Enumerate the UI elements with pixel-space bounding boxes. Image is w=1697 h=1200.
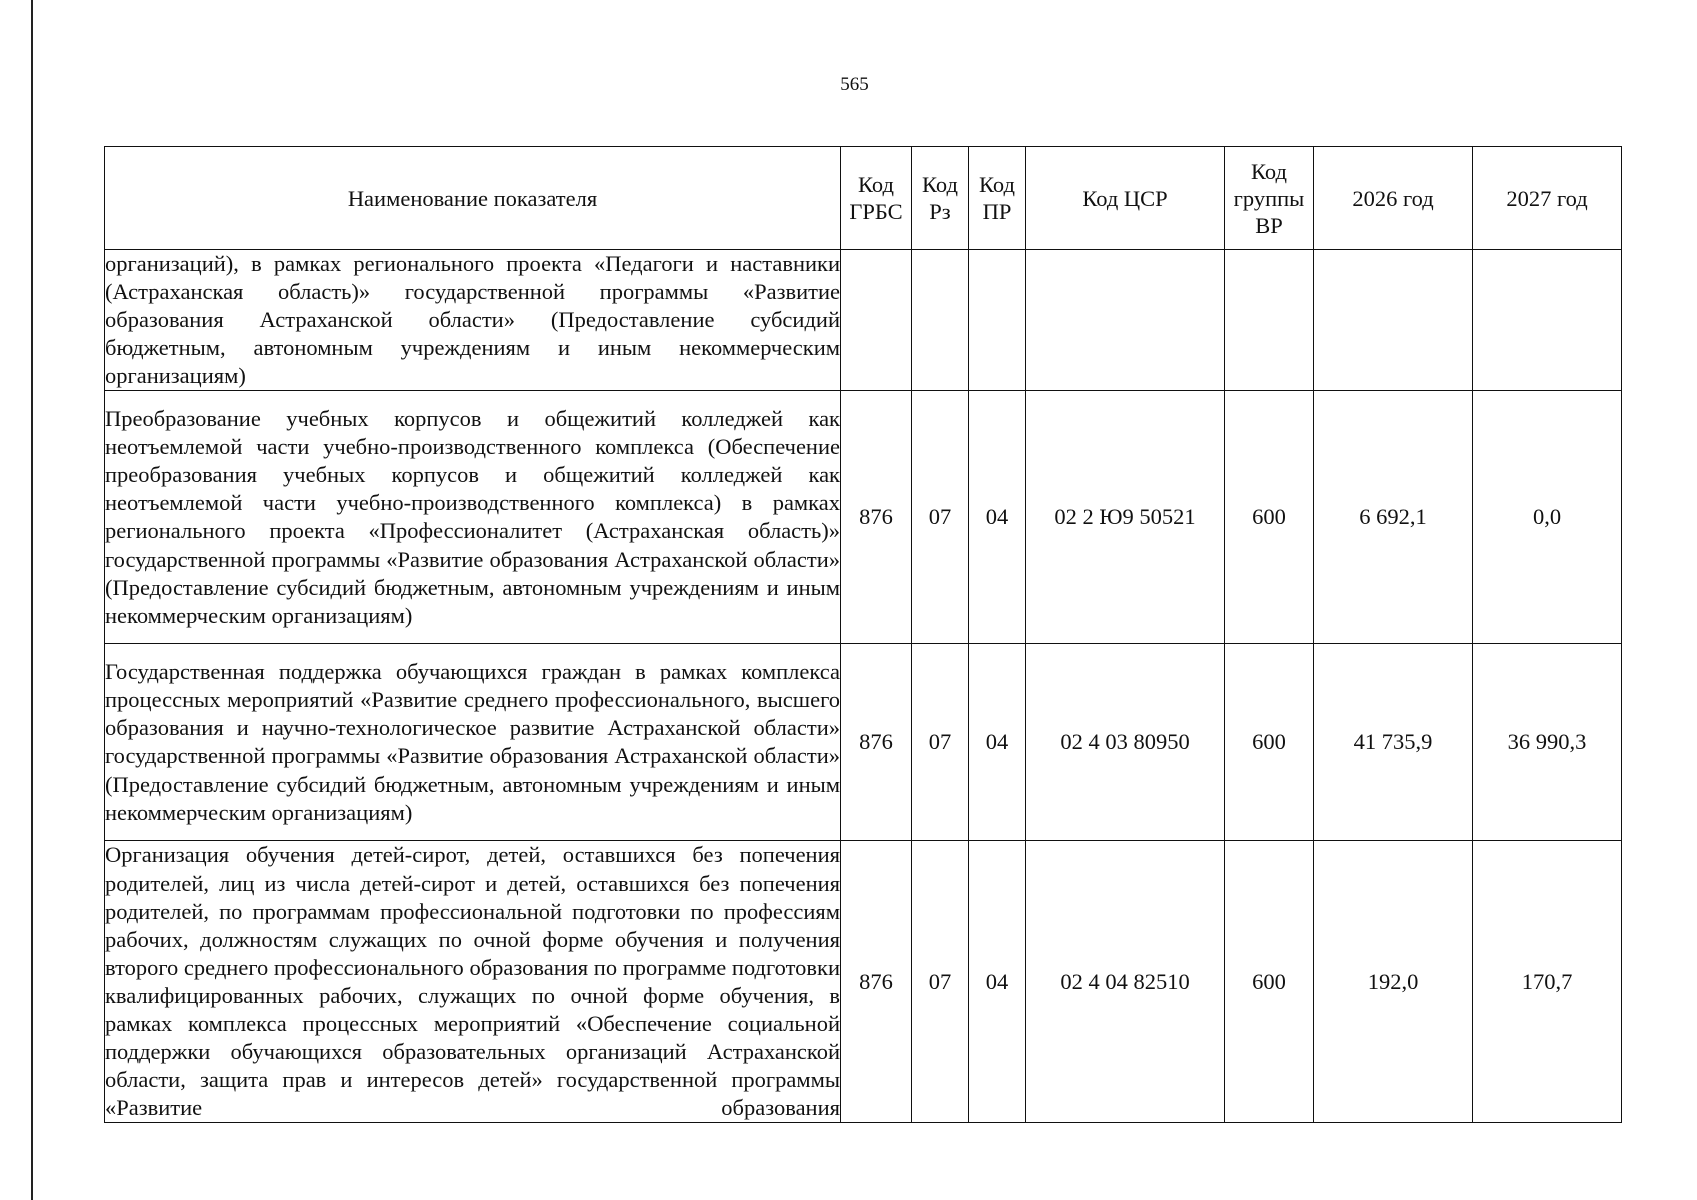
header-grbs: Код ГРБС: [841, 147, 912, 250]
row-4-2026: 192,0: [1314, 841, 1473, 1123]
row-1-grbs: [841, 250, 912, 391]
table-row: [105, 391, 1622, 644]
header-vr: Код группы ВР: [1225, 147, 1314, 250]
row-4-vr: 600: [1225, 841, 1314, 1123]
row-3-name: Государственная поддержка обучающихся граждан в рамках комплекса процессных мероприятий «Развитие среднего профессионального, высшего образования и научно-технологическое развитие Астраханской области» государственной программы «Развитие образования Астраханской области» (Предоставление субсидий бюджетным, автономным учреждениям и иным некоммерческим организациям): [105, 644, 841, 841]
header-2027: 2027 год: [1473, 147, 1622, 250]
table-row: [105, 644, 1622, 841]
row-4-csr: 02 4 04 82510: [1026, 841, 1225, 1123]
row-1-pr: [969, 250, 1026, 391]
row-2-rz: 07: [912, 391, 969, 644]
page-number: 565: [840, 74, 869, 95]
row-3-csr: 02 4 03 80950: [1026, 644, 1225, 841]
table-header-row: [105, 147, 1622, 250]
row-3-2026: 41 735,9: [1314, 644, 1473, 841]
header-2026: 2026 год: [1314, 147, 1473, 250]
header-csr: Код ЦСР: [1026, 147, 1225, 250]
row-3-vr: 600: [1225, 644, 1314, 841]
row-3-rz: 07: [912, 644, 969, 841]
row-1-vr: [1225, 250, 1314, 391]
row-4-rz: 07: [912, 841, 969, 1123]
row-4-name: Организация обучения детей-сирот, детей, оставшихся без попечения родителей, лиц из числа детей-сирот и детей, оставшихся без попечения родителей, по программам профессиональной подготовки по профессиям рабочих, должностям служащих по очной форме обучения и получения второго среднего профессионального образования по программе подготовки квалифицированных рабочих, служащих по очной форме обучения, в рамках комплекса процессных мероприятий «Обеспечение социальной поддержки обучающихся образовательных организаций Астраханской области, защита прав и интересов детей» государственной программы «Развитие образования: [105, 841, 841, 1123]
row-2-vr: 600: [1225, 391, 1314, 644]
row-2-csr: 02 2 Ю9 50521: [1026, 391, 1225, 644]
page-margin-line: [31, 0, 33, 1200]
row-2-grbs: 876: [841, 391, 912, 644]
row-2-2026: 6 692,1: [1314, 391, 1473, 644]
row-1-csr: [1026, 250, 1225, 391]
header-rz: Код Рз: [912, 147, 969, 250]
header-pr: Код ПР: [969, 147, 1026, 250]
row-3-pr: 04: [969, 644, 1026, 841]
row-3-grbs: 876: [841, 644, 912, 841]
row-4-pr: 04: [969, 841, 1026, 1123]
budget-table: [104, 146, 1622, 1123]
row-2-pr: 04: [969, 391, 1026, 644]
row-1-name: организаций), в рамках регионального проекта «Педагоги и наставники (Астраханская область)» государственной программы «Развитие образования Астраханской области» (Предоставление субсидий бюджетным, автономным учреждениям и иным некоммерческим организациям): [105, 250, 841, 391]
row-2-name: Преобразование учебных корпусов и общежитий колледжей как неотъемлемой части учебно-производственного комплекса (Обеспечение преобразования учебных корпусов и общежитий колледжей как неотъемлемой части учебно-производственного комплекса) в рамках регионального проекта «Профессионалитет (Астраханская область)» государственной программы «Развитие образования Астраханской области» (Предоставление субсидий бюджетным, автономным учреждениям и иным некоммерческим организациям): [105, 391, 841, 644]
table-row: [105, 841, 1622, 1123]
row-1-rz: [912, 250, 969, 391]
header-name: Наименование показателя: [105, 147, 841, 250]
row-1-2027: [1473, 250, 1622, 391]
row-4-grbs: 876: [841, 841, 912, 1123]
row-1-2026: [1314, 250, 1473, 391]
row-2-2027: 0,0: [1473, 391, 1622, 644]
table-row: [105, 250, 1622, 391]
row-4-2027: 170,7: [1473, 841, 1622, 1123]
row-3-2027: 36 990,3: [1473, 644, 1622, 841]
